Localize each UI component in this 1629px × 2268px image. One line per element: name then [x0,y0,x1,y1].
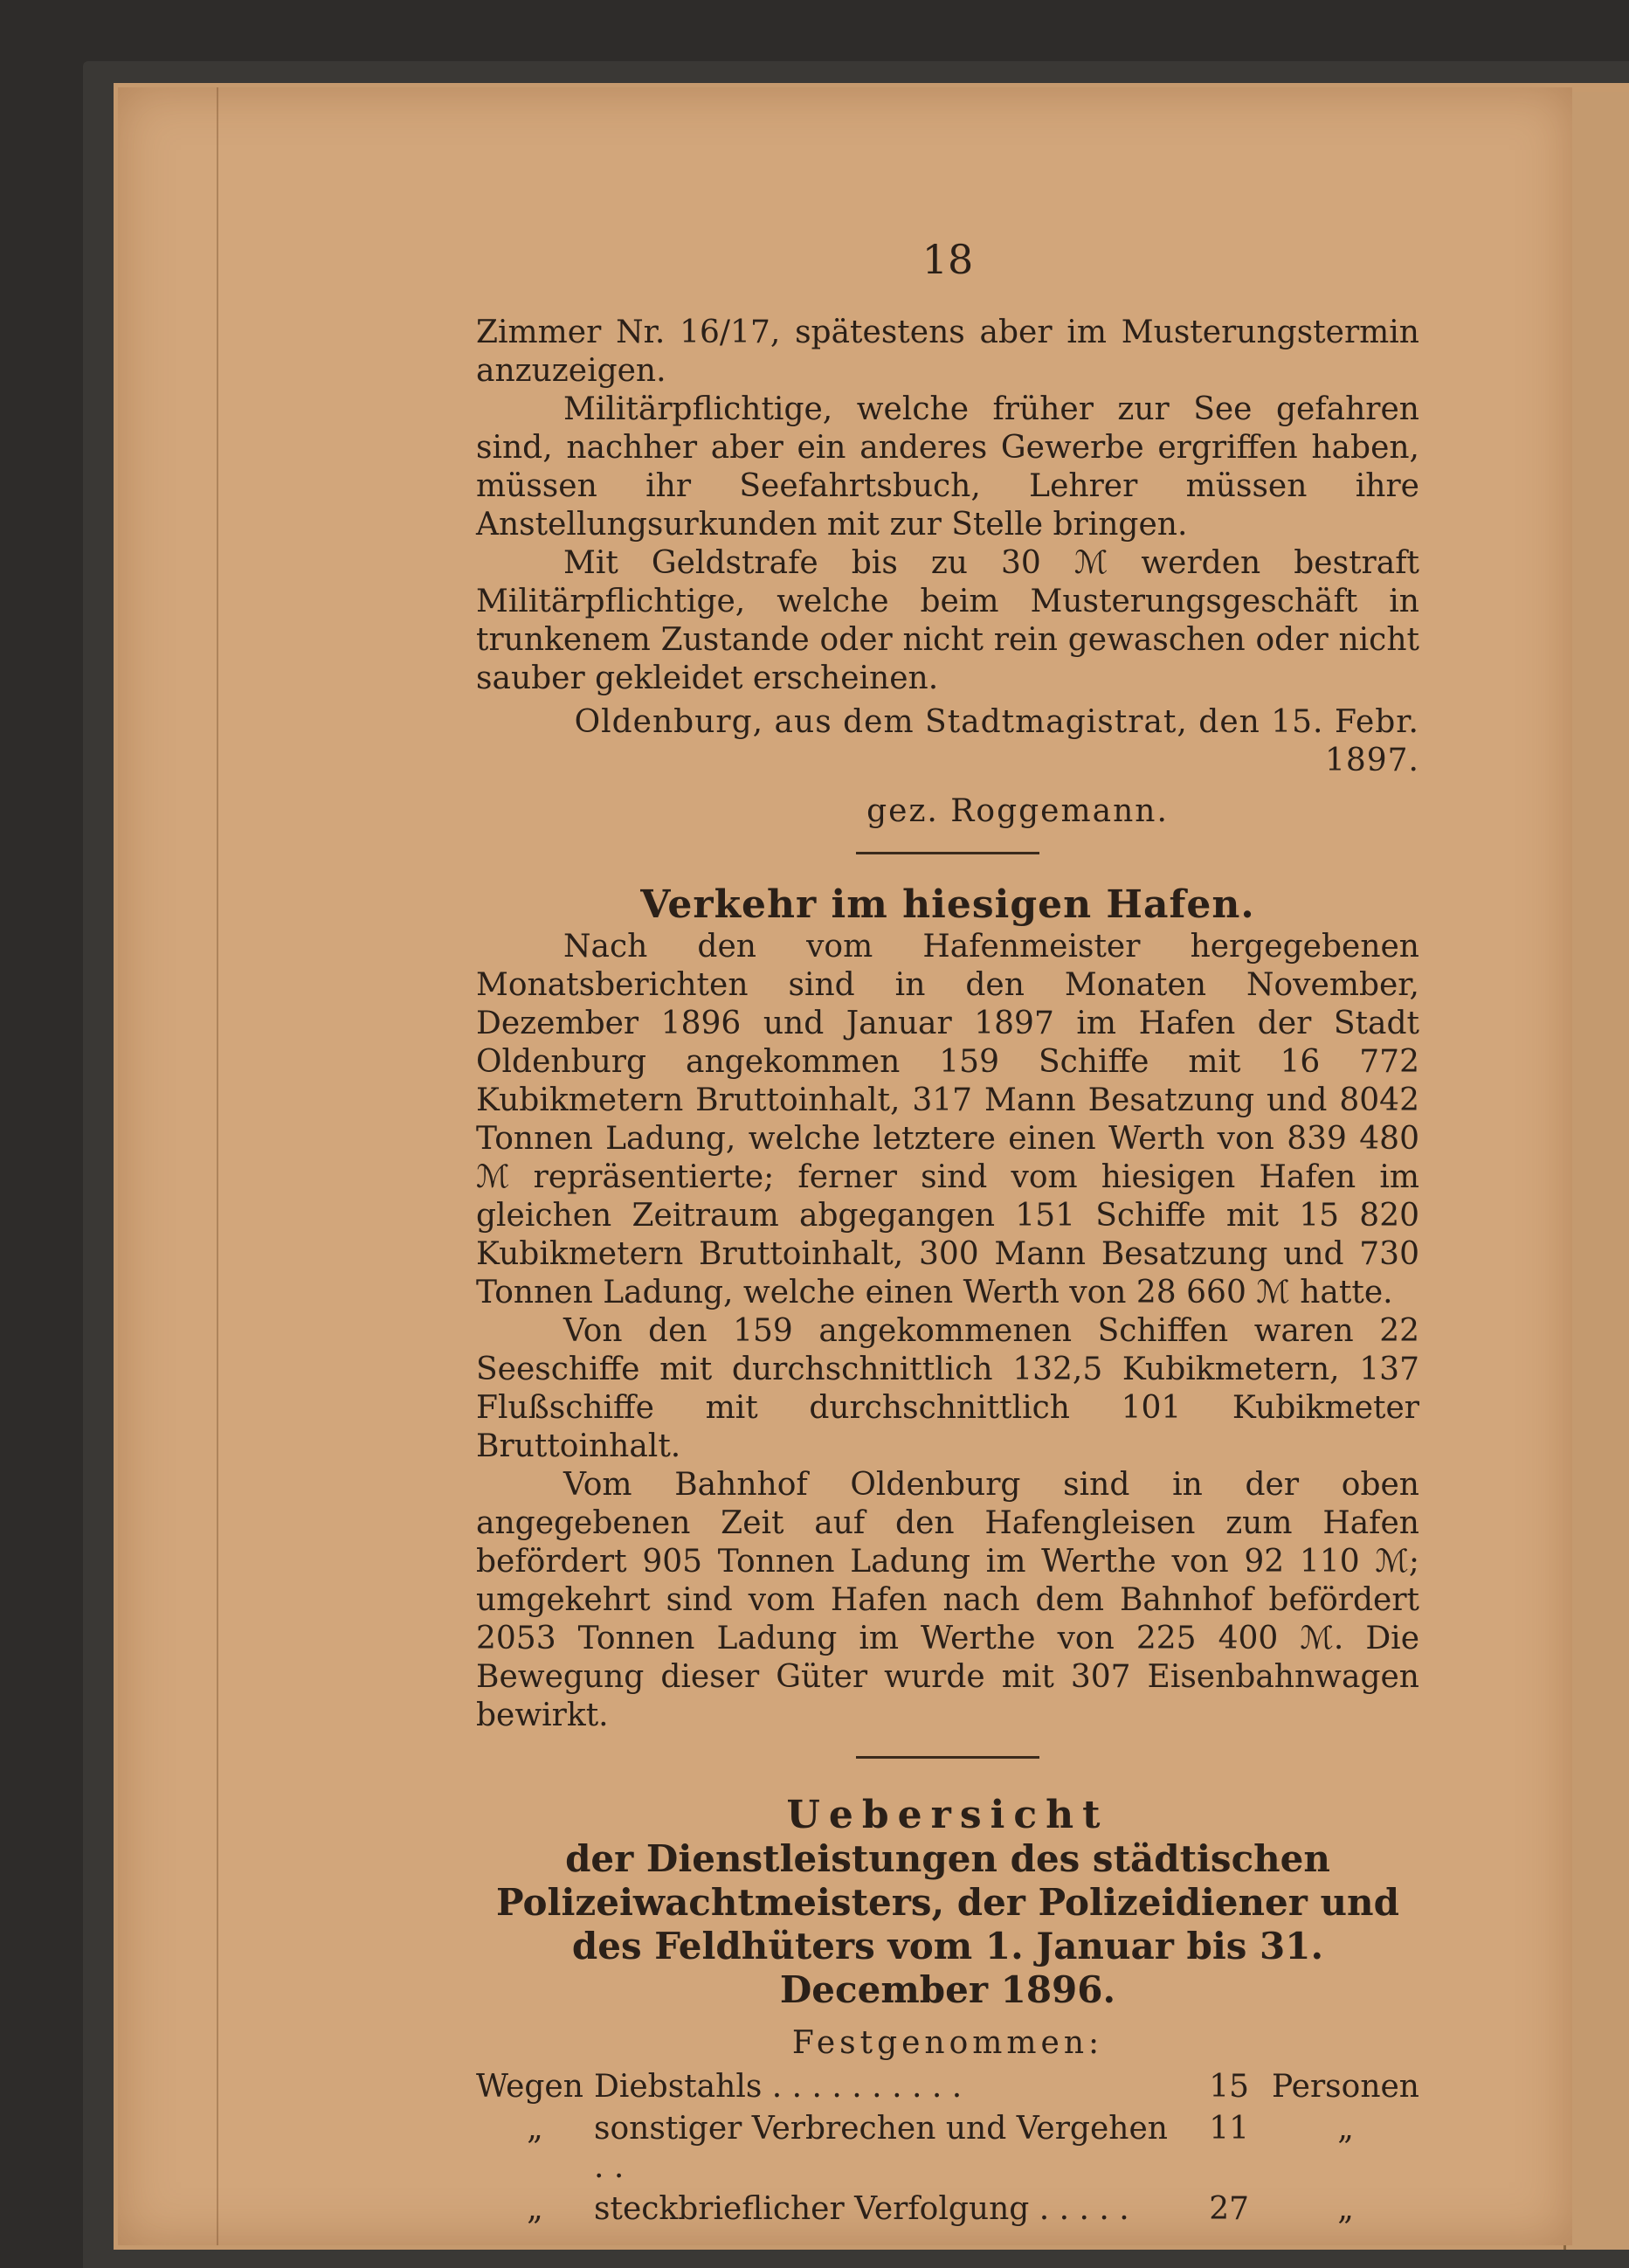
row-unit: „ [1337,2191,1354,2227]
intro-paragraph-1: Zimmer Nr. 16/17, spätestens aber im Musterungstermin anzuzeigen. [476,315,1419,389]
harbour-paragraph-1: Nach den vom Hafenmeister hergegebenen Monatsberichten sind in den Monaten November, Dezember 1896 und Januar 1897 im Hafen der Stadt Oldenburg angekommen 159 Schiffe mit 16 772 Kubikmetern Bruttoinhalt, 317 Mann Besatzung und 8042 Tonnen Ladung, welche letztere einen Werth von 839 480 ℳ repräsentierte; ferner sind vom hiesigen Hafen im gleichen Zeitraum abgegangen 151 Schiffe mit 15 820 Kubikmetern Bruttoinhalt, 300 Mann Besatzung und 730 Tonnen Ladung, welche einen Werth von 28 660 ℳ hatte. [476,929,1419,1310]
row-count: 27 [1209,2191,1250,2227]
row-count: 11 [1209,2111,1250,2147]
overview-title-main: Uebersicht [786,1793,1109,1837]
harbour-paragraph-2: Von den 159 angekommenen Schiffen waren 22 Seeschiffe mit durchschnittlich 132,5 Kubikmetern, 137 Flußschiffe mit durchschnittlich 101 Kubikmeter Bruttoinhalt. [476,1313,1419,1464]
section-divider [856,1756,1039,1759]
overview-title [476,1794,1419,2012]
table-row [476,2108,1419,2188]
harbour-heading: Verkehr im hiesigen Hafen. [640,882,1255,927]
row-unit: „ [1337,2111,1354,2147]
row-prefix: „ [527,2191,543,2227]
row-label: sonstiger Verbrechen und Vergehen . . [594,2111,1168,2185]
intro-paragraph-2: Militärpflichtige, welche früher zur See gefahren sind, nachher aber ein anderes Gewerbe ergriffen haben, müssen ihr Seefahrtsbuch, Lehrer müssen ihre Anstellungsurkunden mit zur Stelle bringen. [476,391,1419,543]
row-unit: Personen [1272,2069,1419,2105]
page-fold-line [217,87,218,2245]
place-date-line: Oldenburg, aus dem Stadtmagistrat, den 15. Febr. 1897. [574,704,1419,778]
overview-title-sub: der Dienstleistungen des städtischen Polizeiwachtmeisters, der Polizeidiener und des Feldhüters vom 1. Januar bis 31. December 1896. [496,1837,1399,2011]
intro-paragraph-3: Mit Geldstrafe bis zu 30 ℳ werden bestraft Militärpflichtige, welche beim Musterungsgeschäft in trunkenem Zustande oder nicht rein gewaschen oder nicht sauber gekleidet erscheinen. [476,545,1419,696]
row-prefix: „ [527,2111,543,2147]
section-divider [856,852,1039,854]
arrest-table [476,2066,1419,2230]
facing-page-edge [1563,92,1629,2250]
table-row [476,2066,1419,2108]
page-number: 18 [921,236,974,283]
row-count: 15 [1209,2069,1250,2105]
harbour-paragraph-3: Vom Bahnhof Oldenburg sind in der oben angegebenen Zeit auf den Hafengleisen zum Hafen befördert 905 Tonnen Ladung im Werthe von 92 110 ℳ; umgekehrt sind vom Hafen nach dem Bahnhof befördert 2053 Tonnen Ladung im Werthe von 225 400 ℳ. Die Bewegung dieser Güter wurde mit 307 Eisenbahnwagen bewirkt. [476,1467,1419,1733]
overview-subheading: Festgenommen: [791,2025,1104,2061]
row-label: steckbrieflicher Verfolgung . . . . . [594,2191,1129,2227]
page-content [476,223,1419,2230]
signature-line: gez. Roggemann. [866,793,1169,829]
table-row [476,2188,1419,2230]
row-prefix: Wegen [476,2069,583,2105]
row-label: Diebstahls . . . . . . . . . . [594,2069,963,2105]
